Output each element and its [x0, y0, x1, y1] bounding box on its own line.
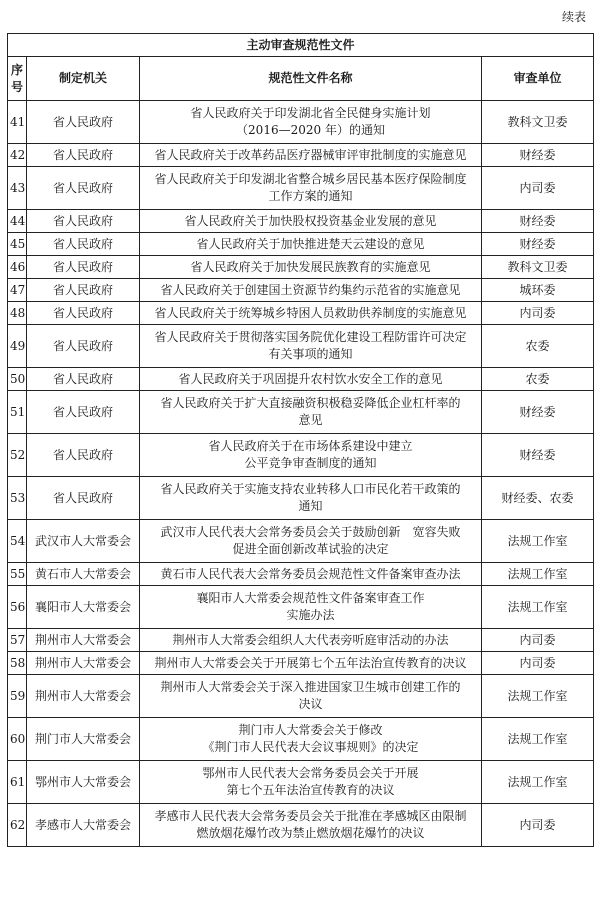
table-row: [8, 520, 594, 563]
document-name-cell: 省人民政府关于印发湖北省整合城乡居民基本医疗保险制度 工作方案的通知: [140, 167, 482, 210]
table-row: [8, 434, 594, 477]
document-name-cell: 省人民政府关于印发湖北省全民健身实施计划 （2016—2020 年）的通知: [140, 101, 482, 144]
table-row: [8, 144, 594, 167]
table-row: [8, 563, 594, 586]
document-name-cell: 省人民政府关于统筹城乡特困人员救助供养制度的实施意见: [140, 302, 482, 325]
agency-cell: 荆州市人大常委会: [27, 675, 140, 718]
review-unit-cell: 法规工作室: [482, 586, 594, 629]
table-row: [8, 368, 594, 391]
table-row: [8, 761, 594, 804]
document-name-cell: 襄阳市人大常委会规范性文件备案审查工作 实施办法: [140, 586, 482, 629]
agency-cell: 襄阳市人大常委会: [27, 586, 140, 629]
table-row: [8, 391, 594, 434]
seq-cell: 45: [8, 233, 27, 256]
header-agency: 制定机关: [27, 57, 140, 101]
header-seq: 序号: [8, 57, 27, 101]
review-unit-cell: 教科文卫委: [482, 256, 594, 279]
table-row: [8, 233, 594, 256]
document-name-cell: 省人民政府关于加快股权投资基金业发展的意见: [140, 210, 482, 233]
review-unit-cell: 农委: [482, 325, 594, 368]
document-name-cell: 孝感市人民代表大会常务委员会关于批准在孝感城区由限制 燃放烟花爆竹改为禁止燃放烟花爆竹的决议: [140, 804, 482, 847]
document-name-cell: 鄂州市人民代表大会常务委员会关于开展 第七个五年法治宣传教育的决议: [140, 761, 482, 804]
review-unit-cell: 内司委: [482, 167, 594, 210]
seq-cell: 43: [8, 167, 27, 210]
agency-cell: 省人民政府: [27, 233, 140, 256]
table-row: [8, 210, 594, 233]
agency-cell: 荆州市人大常委会: [27, 629, 140, 652]
document-name-cell: 省人民政府关于创建国土资源节约集约示范省的实施意见: [140, 279, 482, 302]
agency-cell: 省人民政府: [27, 302, 140, 325]
seq-cell: 56: [8, 586, 27, 629]
document-name-cell: 黄石市人民代表大会常务委员会规范性文件备案审查办法: [140, 563, 482, 586]
review-unit-cell: 法规工作室: [482, 718, 594, 761]
header-row: [8, 57, 594, 101]
table-row: [8, 279, 594, 302]
seq-cell: 54: [8, 520, 27, 563]
seq-cell: 48: [8, 302, 27, 325]
review-unit-cell: 城环委: [482, 279, 594, 302]
agency-cell: 省人民政府: [27, 210, 140, 233]
seq-cell: 57: [8, 629, 27, 652]
document-name-cell: 荆州市人大常委会关于开展第七个五年法治宣传教育的决议: [140, 652, 482, 675]
table-row: [8, 477, 594, 520]
review-unit-cell: 内司委: [482, 302, 594, 325]
document-name-cell: 荆门市人大常委会关于修改 《荆门市人民代表大会议事规则》的决定: [140, 718, 482, 761]
document-name-cell: 省人民政府关于巩固提升农村饮水安全工作的意见: [140, 368, 482, 391]
document-name-cell: 省人民政府关于实施支持农业转移人口市民化若干政策的 通知: [140, 477, 482, 520]
review-unit-cell: 财经委: [482, 144, 594, 167]
review-unit-cell: 内司委: [482, 652, 594, 675]
document-name-cell: 荆州市人大常委会关于深入推进国家卫生城市创建工作的 决议: [140, 675, 482, 718]
table-row: [8, 718, 594, 761]
agency-cell: 省人民政府: [27, 391, 140, 434]
agency-cell: 省人民政府: [27, 434, 140, 477]
header-doc-name: 规范性文件名称: [140, 57, 482, 101]
table-row: [8, 586, 594, 629]
agency-cell: 鄂州市人大常委会: [27, 761, 140, 804]
agency-cell: 省人民政府: [27, 325, 140, 368]
continued-label: 续表: [561, 10, 586, 24]
review-unit-cell: 内司委: [482, 804, 594, 847]
review-unit-cell: 财经委、农委: [482, 477, 594, 520]
agency-cell: 省人民政府: [27, 144, 140, 167]
seq-cell: 60: [8, 718, 27, 761]
agency-cell: 黄石市人大常委会: [27, 563, 140, 586]
seq-cell: 51: [8, 391, 27, 434]
seq-cell: 47: [8, 279, 27, 302]
seq-cell: 61: [8, 761, 27, 804]
seq-cell: 42: [8, 144, 27, 167]
review-unit-cell: 财经委: [482, 233, 594, 256]
document-name-cell: 武汉市人民代表大会常务委员会关于鼓励创新 宽容失败 促进全面创新改革试验的决定: [140, 520, 482, 563]
seq-cell: 58: [8, 652, 27, 675]
agency-cell: 省人民政府: [27, 279, 140, 302]
table-row: [8, 302, 594, 325]
review-unit-cell: 财经委: [482, 434, 594, 477]
agency-cell: 省人民政府: [27, 167, 140, 210]
seq-cell: 52: [8, 434, 27, 477]
seq-cell: 53: [8, 477, 27, 520]
document-name-cell: 省人民政府关于贯彻落实国务院优化建设工程防雷许可决定 有关事项的通知: [140, 325, 482, 368]
review-unit-cell: 教科文卫委: [482, 101, 594, 144]
document-name-cell: 省人民政府关于加快推进楚天云建设的意见: [140, 233, 482, 256]
table-row: [8, 325, 594, 368]
document-name-cell: 省人民政府关于扩大直接融资积极稳妥降低企业杠杆率的 意见: [140, 391, 482, 434]
document-name-cell: 荆州市人大常委会组织人大代表旁听庭审活动的办法: [140, 629, 482, 652]
table-row: [8, 256, 594, 279]
agency-cell: 荆门市人大常委会: [27, 718, 140, 761]
review-documents-table: [7, 33, 594, 847]
agency-cell: 荆州市人大常委会: [27, 652, 140, 675]
seq-cell: 41: [8, 101, 27, 144]
table-title: 主动审查规范性文件: [8, 34, 594, 57]
review-unit-cell: 法规工作室: [482, 761, 594, 804]
agency-cell: 省人民政府: [27, 101, 140, 144]
review-unit-cell: 法规工作室: [482, 675, 594, 718]
agency-cell: 武汉市人大常委会: [27, 520, 140, 563]
table-row: [8, 675, 594, 718]
table-row: [8, 101, 594, 144]
agency-cell: 省人民政府: [27, 368, 140, 391]
agency-cell: 省人民政府: [27, 477, 140, 520]
seq-cell: 44: [8, 210, 27, 233]
review-unit-cell: 财经委: [482, 210, 594, 233]
document-name-cell: 省人民政府关于在市场体系建设中建立 公平竞争审查制度的通知: [140, 434, 482, 477]
agency-cell: 省人民政府: [27, 256, 140, 279]
seq-cell: 62: [8, 804, 27, 847]
review-unit-cell: 法规工作室: [482, 520, 594, 563]
document-name-cell: 省人民政府关于加快发展民族教育的实施意见: [140, 256, 482, 279]
seq-cell: 49: [8, 325, 27, 368]
review-unit-cell: 农委: [482, 368, 594, 391]
seq-cell: 50: [8, 368, 27, 391]
agency-cell: 孝感市人大常委会: [27, 804, 140, 847]
header-review-unit: 审查单位: [482, 57, 594, 101]
document-name-cell: 省人民政府关于改革药品医疗器械审评审批制度的实施意见: [140, 144, 482, 167]
table-row: [8, 629, 594, 652]
table-row: [8, 167, 594, 210]
review-unit-cell: 内司委: [482, 629, 594, 652]
review-unit-cell: 法规工作室: [482, 563, 594, 586]
table-body: [8, 101, 594, 847]
table-row: [8, 652, 594, 675]
seq-cell: 59: [8, 675, 27, 718]
seq-cell: 55: [8, 563, 27, 586]
review-unit-cell: 财经委: [482, 391, 594, 434]
table-row: [8, 804, 594, 847]
seq-cell: 46: [8, 256, 27, 279]
